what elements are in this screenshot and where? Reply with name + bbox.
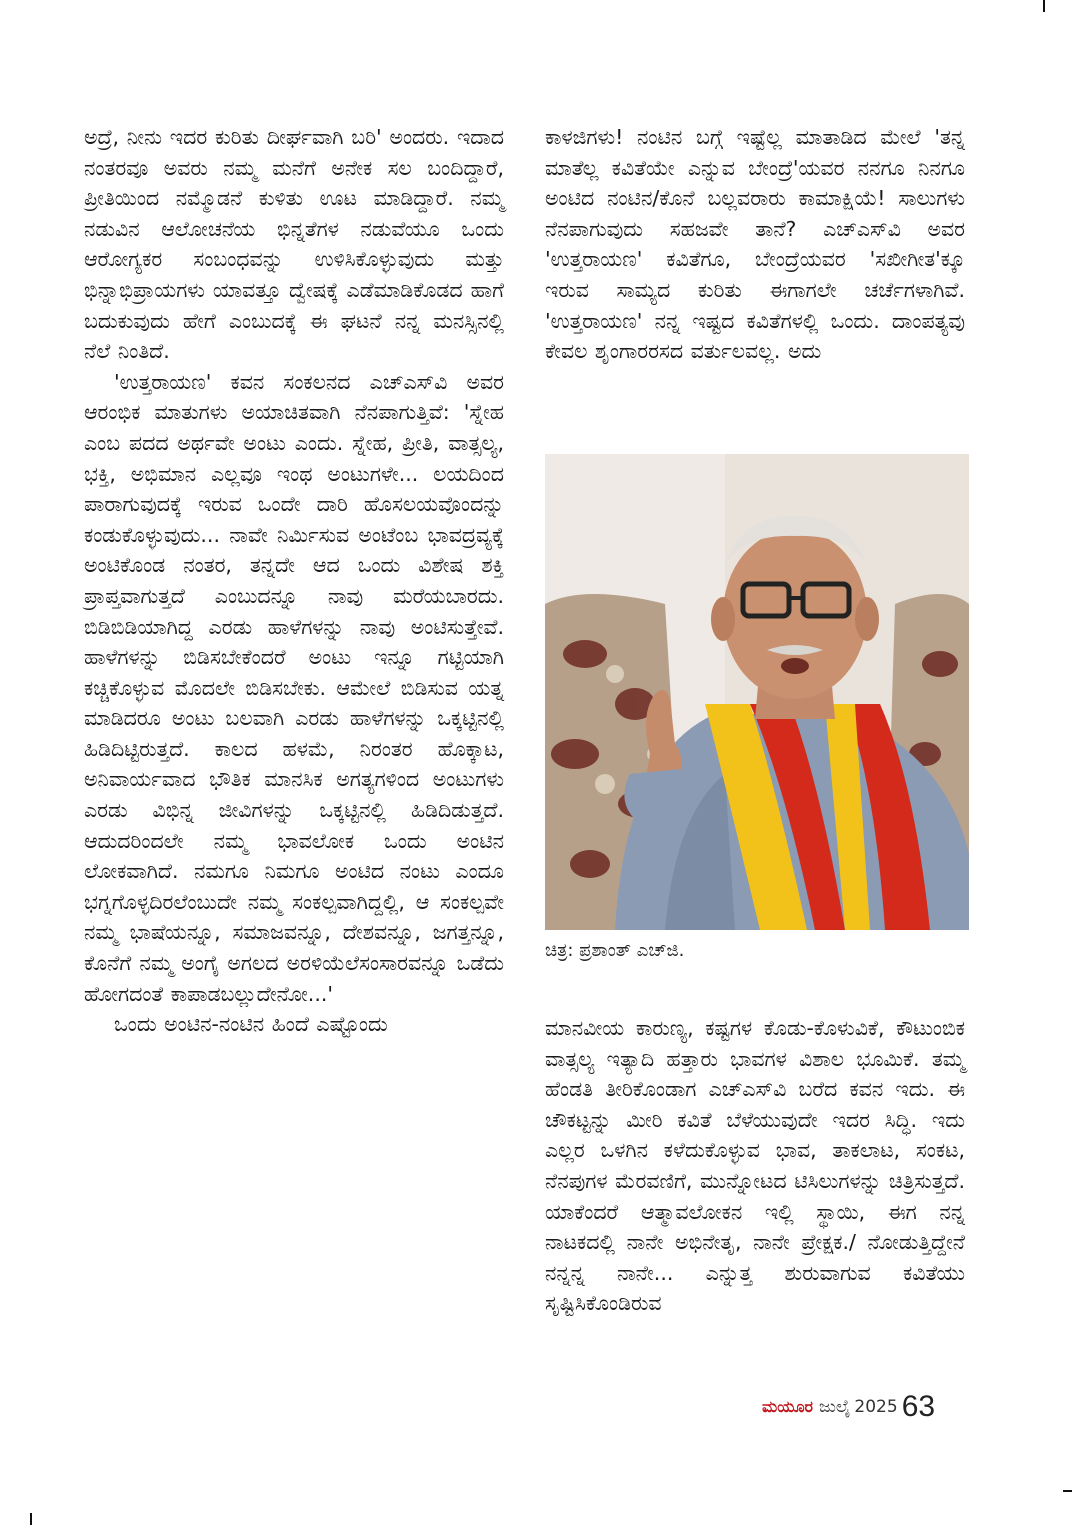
paragraph-1: ಅದ್ರೆ, ನೀನು ಇದರ ಕುರಿತು ದೀರ್ಘವಾಗಿ ಬರಿ' ಅಂದರು. ಇದಾದ ನಂತರವೂ ಅವರು ನಮ್ಮ ಮನೆಗೆ ಅನೇಕ ಸಲ ಬಂದಿದ್ದಾರೆ, ಪ್ರೀತಿಯಿಂದ ನಮ್ಮೊಡನೆ ಕುಳಿತು ಊಟ ಮಾಡಿದ್ದಾರೆ. ನಮ್ಮ ನಡುವಿನ ಆಲೋಚನೆಯ ಭಿನ್ನತೆಗಳ ನಡುವೆಯೂ ಒಂದು ಆರೋಗ್ಯಕರ ಸಂಬಂಧವನ್ನು ಉಳಿಸಿಕೊಳ್ಳುವುದು ಮತ್ತು ಭಿನ್ನಾಭಿಪ್ರಾಯಗಳು ಯಾವತ್ತೂ ದ್ವೇಷಕ್ಕೆ ಎಡೆಮಾಡಿಕೊಡದ ಹಾಗೆ ಬದುಕುವುದು ಹೇಗೆ ಎಂಬುದಕ್ಕೆ ಈ ಘಟನೆ ನನ್ನ ಮನಸ್ಸಿನಲ್ಲಿ ನೆಲೆ ನಿಂತಿದೆ. xyxy=(84,125,504,364)
crop-mark-bottom-left xyxy=(30,1513,32,1525)
left-column xyxy=(84,122,504,1040)
author-photo-illustration xyxy=(545,454,969,930)
right-column-top xyxy=(545,122,965,367)
author-photo xyxy=(545,454,969,930)
right-column-bottom xyxy=(545,1013,965,1319)
page-footer xyxy=(762,1390,935,1430)
crop-mark-bottom-right xyxy=(1063,1490,1072,1492)
paragraph-2: 'ಉತ್ತರಾಯಣ' ಕವನ ಸಂಕಲನದ ಎಚ್‌ಎಸ್‌ವಿ ಅವರ ಆರಂಭಿಕ ಮಾತುಗಳು ಅಯಾಚಿತವಾಗಿ ನೆನಪಾಗುತ್ತಿವೆ: 'ಸ್ನೇಹ ಎಂಬ ಪದದ ಅರ್ಥವೇ ಅಂಟು ಎಂದು. ಸ್ನೇಹ, ಪ್ರೀತಿ, ವಾತ್ಸಲ್ಯ, ಭಕ್ತಿ, ಅಭಿಮಾನ ಎಲ್ಲವೂ ಇಂಥ ಅಂಟುಗಳೇ... ಲಯದಿಂದ ಪಾರಾಗುವುದಕ್ಕೆ ಇರುವ ಒಂದೇ ದಾರಿ ಹೊಸಲಯವೊಂದನ್ನು ಕಂಡುಕೊಳ್ಳುವುದು... ನಾವೇ ನಿರ್ಮಿಸುವ ಅಂಟೆಂಬ ಭಾವದ್ರವ್ಯಕ್ಕೆ ಅಂಟಿಕೊಂಡ ನಂತರ, ತನ್ನದೇ ಆದ ಒಂದು ವಿಶೇಷ ಶಕ್ತಿ ಪ್ರಾಪ್ತವಾಗುತ್ತದೆ ಎಂಬುದನ್ನೂ ನಾವು ಮರೆಯಬಾರದು. ಬಿಡಿಬಿಡಿಯಾಗಿದ್ದ ಎರಡು ಹಾಳೆಗಳನ್ನು ನಾವು ಅಂಟಿಸುತ್ತೇವೆ. ಹಾಳೆಗಳನ್ನು ಬಿಡಿಸಬೇಕೆಂದರೆ ಅಂಟು ಇನ್ನೂ ಗಟ್ಟಿಯಾಗಿ ಕಚ್ಚಿಕೊಳ್ಳುವ ಮೊದಲೇ ಬಿಡಿಸಬೇಕು. ಆಮೇಲೆ ಬಿಡಿಸುವ ಯತ್ನ ಮಾಡಿದರೂ ಅಂಟು ಬಲವಾಗಿ ಎರಡು ಹಾಳೆಗಳನ್ನು ಒಕ್ಕಟ್ಟಿನಲ್ಲಿ ಹಿಡಿದಿಟ್ಟಿರುತ್ತದೆ. ಕಾಲದ ಹಳಮೆ, ನಿರಂತರ ಹೊಕ್ಕಾಟ, ಅನಿವಾರ್ಯವಾದ ಭೌತಿಕ ಮಾನಸಿಕ ಅಗತ್ಯಗಳಿಂದ ಅಂಟುಗಳು ಎರಡು ವಿಭಿನ್ನ ಜೀವಿಗಳನ್ನು ಒಕ್ಕಟ್ಟಿನಲ್ಲಿ ಹಿಡಿದಿಡುತ್ತದೆ. ಆದುದರಿಂದಲೇ ನಮ್ಮ ಭಾವಲೋಕ ಒಂದು ಅಂಟಿನ ಲೋಕವಾಗಿದೆ. ನಮಗೂ ನಿಮಗೂ ಅಂಟಿದ ನಂಟು ಎಂದೂ ಭಗ್ನಗೊಳ್ಳದಿರಲೆಂಬುದೇ ನಮ್ಮ ಸಂಕಲ್ಪವಾಗಿದ್ದಲ್ಲಿ, ಆ ಸಂಕಲ್ಪವೇ ನಮ್ಮ ಭಾಷೆಯನ್ನೂ, ಸಮಾಜವನ್ನೂ, ದೇಶವನ್ನೂ, ಜಗತ್ತನ್ನೂ, ಕೊನೆಗೆ ನಮ್ಮ ಅಂಗೈ ಅಗಲದ ಅರಳಿಯೆಲೆಸಂಸಾರವನ್ನೂ ಒಡೆದು ಹೋಗದಂತೆ ಕಾಪಾಡಬಲ್ಲುದೇನೋ...' xyxy=(84,369,504,1006)
paragraph-3: ಒಂದು ಅಂಟಿನ-ನಂಟಿನ ಹಿಂದೆ ಎಷ್ಟೊಂದು xyxy=(114,1012,388,1037)
paragraph-right-bottom: ಮಾನವೀಯ ಕಾರುಣ್ಯ, ಕಷ್ಟಗಳ ಕೊಡು-ಕೊಳುವಿಕೆ, ಕೌಟುಂಬಿಕ ವಾತ್ಸಲ್ಯ ಇತ್ಯಾದಿ ಹತ್ತಾರು ಭಾವಗಳ ವಿಶಾಲ ಭೂಮಿಕೆ. ತಮ್ಮ ಹೆಂಡತಿ ತೀರಿಕೊಂಡಾಗ ಎಚ್‌ಎಸ್‌ವಿ ಬರೆದ ಕವನ ಇದು. ಈ ಚೌಕಟ್ಟನ್ನು ಮೀರಿ ಕವಿತೆ ಬೆಳೆಯುವುದೇ ಇದರ ಸಿದ್ಧಿ. ಇದು ಎಲ್ಲರ ಒಳಗಿನ ಕಳೆದುಕೊಳ್ಳುವ ಭಾವ, ತಾಕಲಾಟ, ಸಂಕಟ, ನೆನಪುಗಳ ಮೆರವಣಿಗೆ, ಮುನ್ನೋಟದ ಟಿಸಿಲುಗಳನ್ನು ಚಿತ್ರಿಸುತ್ತದೆ. ಯಾಕೆಂದರೆ ಆತ್ಮಾವಲೋಕನ ಇಲ್ಲಿ ಸ್ಥಾಯಿ, ಈಗ ನನ್ನ ನಾಟಕದಲ್ಲಿ ನಾನೇ ಅಭಿನೇತೃ, ನಾನೇ ಪ್ರೇಕ್ಷಕ./ ನೋಡುತ್ತಿದ್ದೇನೆ ನನ್ನನ್ನ ನಾನೇ... ಎನ್ನುತ್ತ ಶುರುವಾಗುವ ಕವಿತೆಯು ಸೃಷ್ಟಿಸಿಕೊಂಡಿರುವ xyxy=(545,1016,965,1316)
magazine-brand: ಮಯೂರ xyxy=(762,1397,814,1416)
crop-mark-top-right xyxy=(1043,0,1045,12)
photo-caption: ಚಿತ್ರ: ಪ್ರಶಾಂತ್ ಎಚ್‌ಜಿ. xyxy=(545,940,685,961)
issue-year: 2025 xyxy=(854,1397,898,1417)
page-number: 63 xyxy=(901,1390,936,1423)
paragraph-right-top: ಕಾಳಜಿಗಳು! ನಂಟಿನ ಬಗ್ಗೆ ಇಷ್ಟೆಲ್ಲ ಮಾತಾಡಿದ ಮೇಲೆ 'ತನ್ನ ಮಾತೆಲ್ಲ ಕವಿತೆಯೇ ಎನ್ನುವ ಬೇಂದ್ರೆ'ಯವರ ನನಗೂ ನಿನಗೂ ಅಂಟಿದ ನಂಟಿನ/ಕೊನೆ ಬಲ್ಲವರಾರು ಕಾಮಾಕ್ಷಿಯೆ! ಸಾಲುಗಳು ನೆನಪಾಗುವುದು ಸಹಜವೇ ತಾನೆ? ಎಚ್‌ಎಸ್‌ವಿ ಅವರ 'ಉತ್ತರಾಯಣ' ಕವಿತೆಗೂ, ಬೇಂದ್ರೆಯವರ 'ಸಖೀಗೀತ'ಕ್ಕೂ ಇರುವ ಸಾಮ್ಯದ ಕುರಿತು ಈಗಾಗಲೇ ಚರ್ಚೆಗಳಾಗಿವೆ. 'ಉತ್ತರಾಯಣ' ನನ್ನ ಇಷ್ಟದ ಕವಿತೆಗಳಲ್ಲಿ ಒಂದು. ದಾಂಪತ್ಯವು ಕೇವಲ ಶೃಂಗಾರರಸದ ವರ್ತುಲವಲ್ಲ. ಅದು xyxy=(545,125,965,364)
issue-month: ಜುಲೈ xyxy=(819,1397,851,1417)
